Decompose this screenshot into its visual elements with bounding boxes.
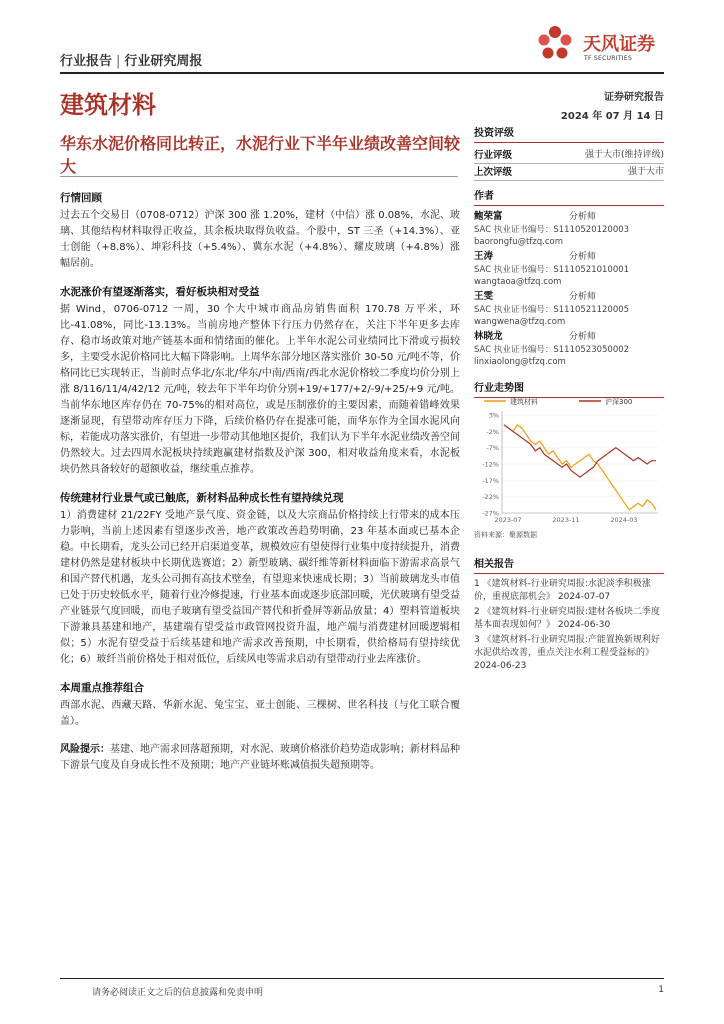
footer-rule [60, 978, 664, 979]
author-name: 王雯 [474, 291, 494, 302]
chart-source: 资料来源：聚源数据 [474, 531, 537, 539]
section-title: 传统建材行业景气或已触底，新材料品种成长性有望持续兑现 [60, 492, 344, 504]
x-tick-label: 2023-11 [552, 516, 580, 524]
author-entry [474, 330, 664, 368]
trend-title: 行业走势图 [474, 379, 664, 398]
section-title: 行情回顾 [60, 192, 102, 204]
section-recommended-portfolio [60, 680, 460, 730]
related-report-link[interactable]: 1 《建筑材料-行业研究周报:水泥淡季积极涨价，重视底部机会》 2024-07-07 [474, 579, 651, 602]
page-number: 1 [658, 985, 664, 995]
section-body: 据 Wind，0706-0712 一周，30 个大中城市商品房销售面积 170.78 万平米，环比-41.08%，同比-13.13%。当前房地产整体下行压力仍然存在，关注下半年更多去库存、稳市场政策对地产链基本面和情绪面的催化。上半年水泥公司业绩同比下滑或亏损较多，主要受水泥价格同比大幅下降影响。上周华东部分地区落实涨价 30-50 元/吨不等，价格同比已实现转正，当前时点华北/东北/华东/中南/西南/西北水泥价格较二季度均价分别上涨 8/116/11/4/42/12 元/吨，较去年下半年均价分别+19/+177/+2/-9/+25/+9 元/吨。当前华东地区库存仍在 70-75%的相对高位，或是压制涨价的主要因素，而随着错峰效果逐渐显现，有望带动库存压力下降，后续价格仍存在提涨可能，而华东作为全国水泥风向标，若能成功落实涨价，有望进一步带动其他地区提价，我们认为下半年水泥业绩改善空间仍然较大。过去四周水泥板块持续跑赢建材指数及沪深 300，相对收益角度来看，水泥板块仍然具备较好的超额收益，继续重点推荐。 [60, 304, 460, 475]
related-reports-panel [474, 555, 664, 675]
y-tick-label: -2% [486, 427, 499, 436]
rating-label: 行业评级 [474, 150, 513, 161]
author-role: 分析师 [569, 212, 597, 222]
author-email[interactable]: linxiaolong@tfzq.com [474, 357, 566, 367]
author-sac: SAC 执业证书编号：S1110523050002 [474, 345, 630, 355]
section-body: 1）消费建材 21/22FY 受地产景气度、资金链，以及大宗商品价格持续上行带来的成本压力影响，当前上述因素有望逐步改善，地产政策改善趋势明确，23 年基本面或已基本企稳。中长期看，龙头公司已经开启渠道变革，规模效应有望使得行业集中度持续提升，消费建材仍然是建材板块中长期优选赛道；2）新型玻璃、碳纤维等新材料面临下游需求高景气和国产替代机遇，龙头公司拥有高技术壁垒，有望迎来快速成长期；3）当前玻璃龙头市值已处于历史较低水平，随着行业冷修提速，行业基本面或逐步底部回暖，光伏玻璃有望受益产业链景气度回暖，而电子玻璃有望受益国产替代和折叠屏等新品放量；4）塑料管道板块下游兼具基建和地产，基建端有望受益市政管网投资升温，地产端与消费建材回暖逻辑相似；5）水泥有望受益于后续基建和地产需求改善预期，中长期看，供给格局有望持续优化；6）玻纤当前价格处于相对低位，后续风电等需求启动有望带动行业去库涨价。 [60, 510, 460, 665]
author-entry [474, 210, 664, 248]
report-date: 2024 年 07 月 14 日 [560, 111, 664, 122]
section-title: 本周重点推荐组合 [60, 682, 144, 694]
y-tick-label: -22% [482, 493, 499, 502]
related-title: 相关报告 [474, 555, 664, 574]
authors-title: 作者 [474, 187, 664, 206]
rating-panel [474, 124, 664, 181]
report-breadcrumb [60, 50, 202, 69]
author-email[interactable]: wangtaoa@tfzq.com [474, 277, 562, 287]
rating-title: 投资评级 [474, 124, 664, 143]
author-sac: SAC 执业证书编号：S1110521010001 [474, 265, 630, 275]
section-traditional-materials [60, 490, 460, 668]
report-category: 行业报告 [60, 54, 113, 69]
rating-row [474, 164, 664, 181]
related-report-link[interactable]: 2 《建筑材料-行业研究周报:建材各板块二季度基本面表现如何？》 2024-06-30 [474, 607, 660, 630]
related-report-link[interactable]: 3 《建筑材料-行业研究周报:产能置换新规利好水泥供给改善，重点关注水利工程受益标的》 2024-06-23 [474, 635, 660, 671]
logo-name: 天风证券 [583, 34, 655, 55]
author-role: 分析师 [569, 332, 597, 342]
author-email[interactable]: baorongfu@tfzq.com [474, 237, 564, 247]
y-tick-label: -17% [482, 476, 499, 485]
footer-disclaimer: 请务必阅读正文之后的信息披露和免责申明 [92, 988, 264, 998]
section-title: 水泥涨价有望逐渐落实，看好板块相对受益 [60, 286, 260, 298]
author-name: 王涛 [474, 251, 494, 262]
series-line [504, 425, 656, 477]
author-entry [474, 290, 664, 328]
main-content [60, 190, 460, 786]
author-role: 分析师 [569, 252, 597, 262]
x-tick-label: 2024-03 [610, 516, 638, 524]
author-name: 鲍荣富 [474, 211, 503, 222]
author-email[interactable]: wangwena@tfzq.com [474, 317, 566, 327]
y-tick-label: 3% [488, 411, 499, 420]
section-body: 过去五个交易日（0708-0712）沪深 300 涨 1.20%，建材（中信）涨 0.08%，水泥、玻璃、其他结构材料取得正收益，其余板块取得负收益。个股中，ST 三圣（+14.3%）、亚士创能（+8.8%）、坤彩科技（+5.4%）、冀东水泥（+4.8%）、耀皮玻璃（+4.8%）涨幅居前。 [60, 210, 460, 269]
authors-panel [474, 187, 664, 370]
legend-label: 建筑材料 [510, 398, 538, 406]
rating-value: 强于大市(维持评级) [584, 150, 664, 160]
headline-rule [60, 176, 458, 177]
report-type: 证券研究报告 [604, 92, 664, 103]
author-sac: SAC 执业证书编号：S1110520120003 [474, 225, 630, 235]
series-line [504, 425, 656, 510]
section-cement-price [60, 284, 460, 478]
author-entry [474, 250, 664, 288]
y-tick-label: -27% [482, 509, 499, 518]
rating-row [474, 147, 664, 164]
author-role: 分析师 [569, 292, 597, 302]
x-tick-label: 2023-07 [494, 516, 522, 524]
industry-title: 建筑材料 [60, 91, 156, 119]
rating-value: 强于大市 [627, 167, 664, 177]
legend-label: 沪深300 [605, 398, 633, 406]
section-body: 西部水泥、西藏天路、华新水泥、兔宝宝、亚士创能、三棵树、世名科技（与化工联合覆盖）。 [60, 700, 460, 727]
trend-chart [474, 393, 664, 533]
y-tick-label: -12% [482, 460, 499, 469]
report-headline: 华东水泥价格同比转正，水泥行业下半年业绩改善空间较大 [60, 134, 461, 176]
header-rule [60, 72, 664, 74]
section-market-review [60, 190, 460, 272]
breadcrumb-separator: | [116, 54, 121, 69]
trend-chart-svg [474, 393, 664, 533]
section-risk-warning [60, 742, 460, 774]
report-subcategory: 行业研究周报 [124, 54, 203, 69]
section-title: 风险提示： [60, 744, 110, 755]
section-body: 基建、地产需求回落超预期，对水泥、玻璃价格涨价趋势造成影响；新材料品种下游景气度及自身成长性不及预期；地产产业链坏账减值损失超预期等。 [60, 744, 460, 771]
rating-label: 上次评级 [474, 167, 513, 178]
logo-english-name: TF SECURITIES [584, 55, 633, 62]
author-sac: SAC 执业证书编号：S1110521120005 [474, 305, 630, 315]
author-name: 林晓龙 [474, 331, 503, 342]
y-tick-label: -7% [486, 444, 499, 453]
